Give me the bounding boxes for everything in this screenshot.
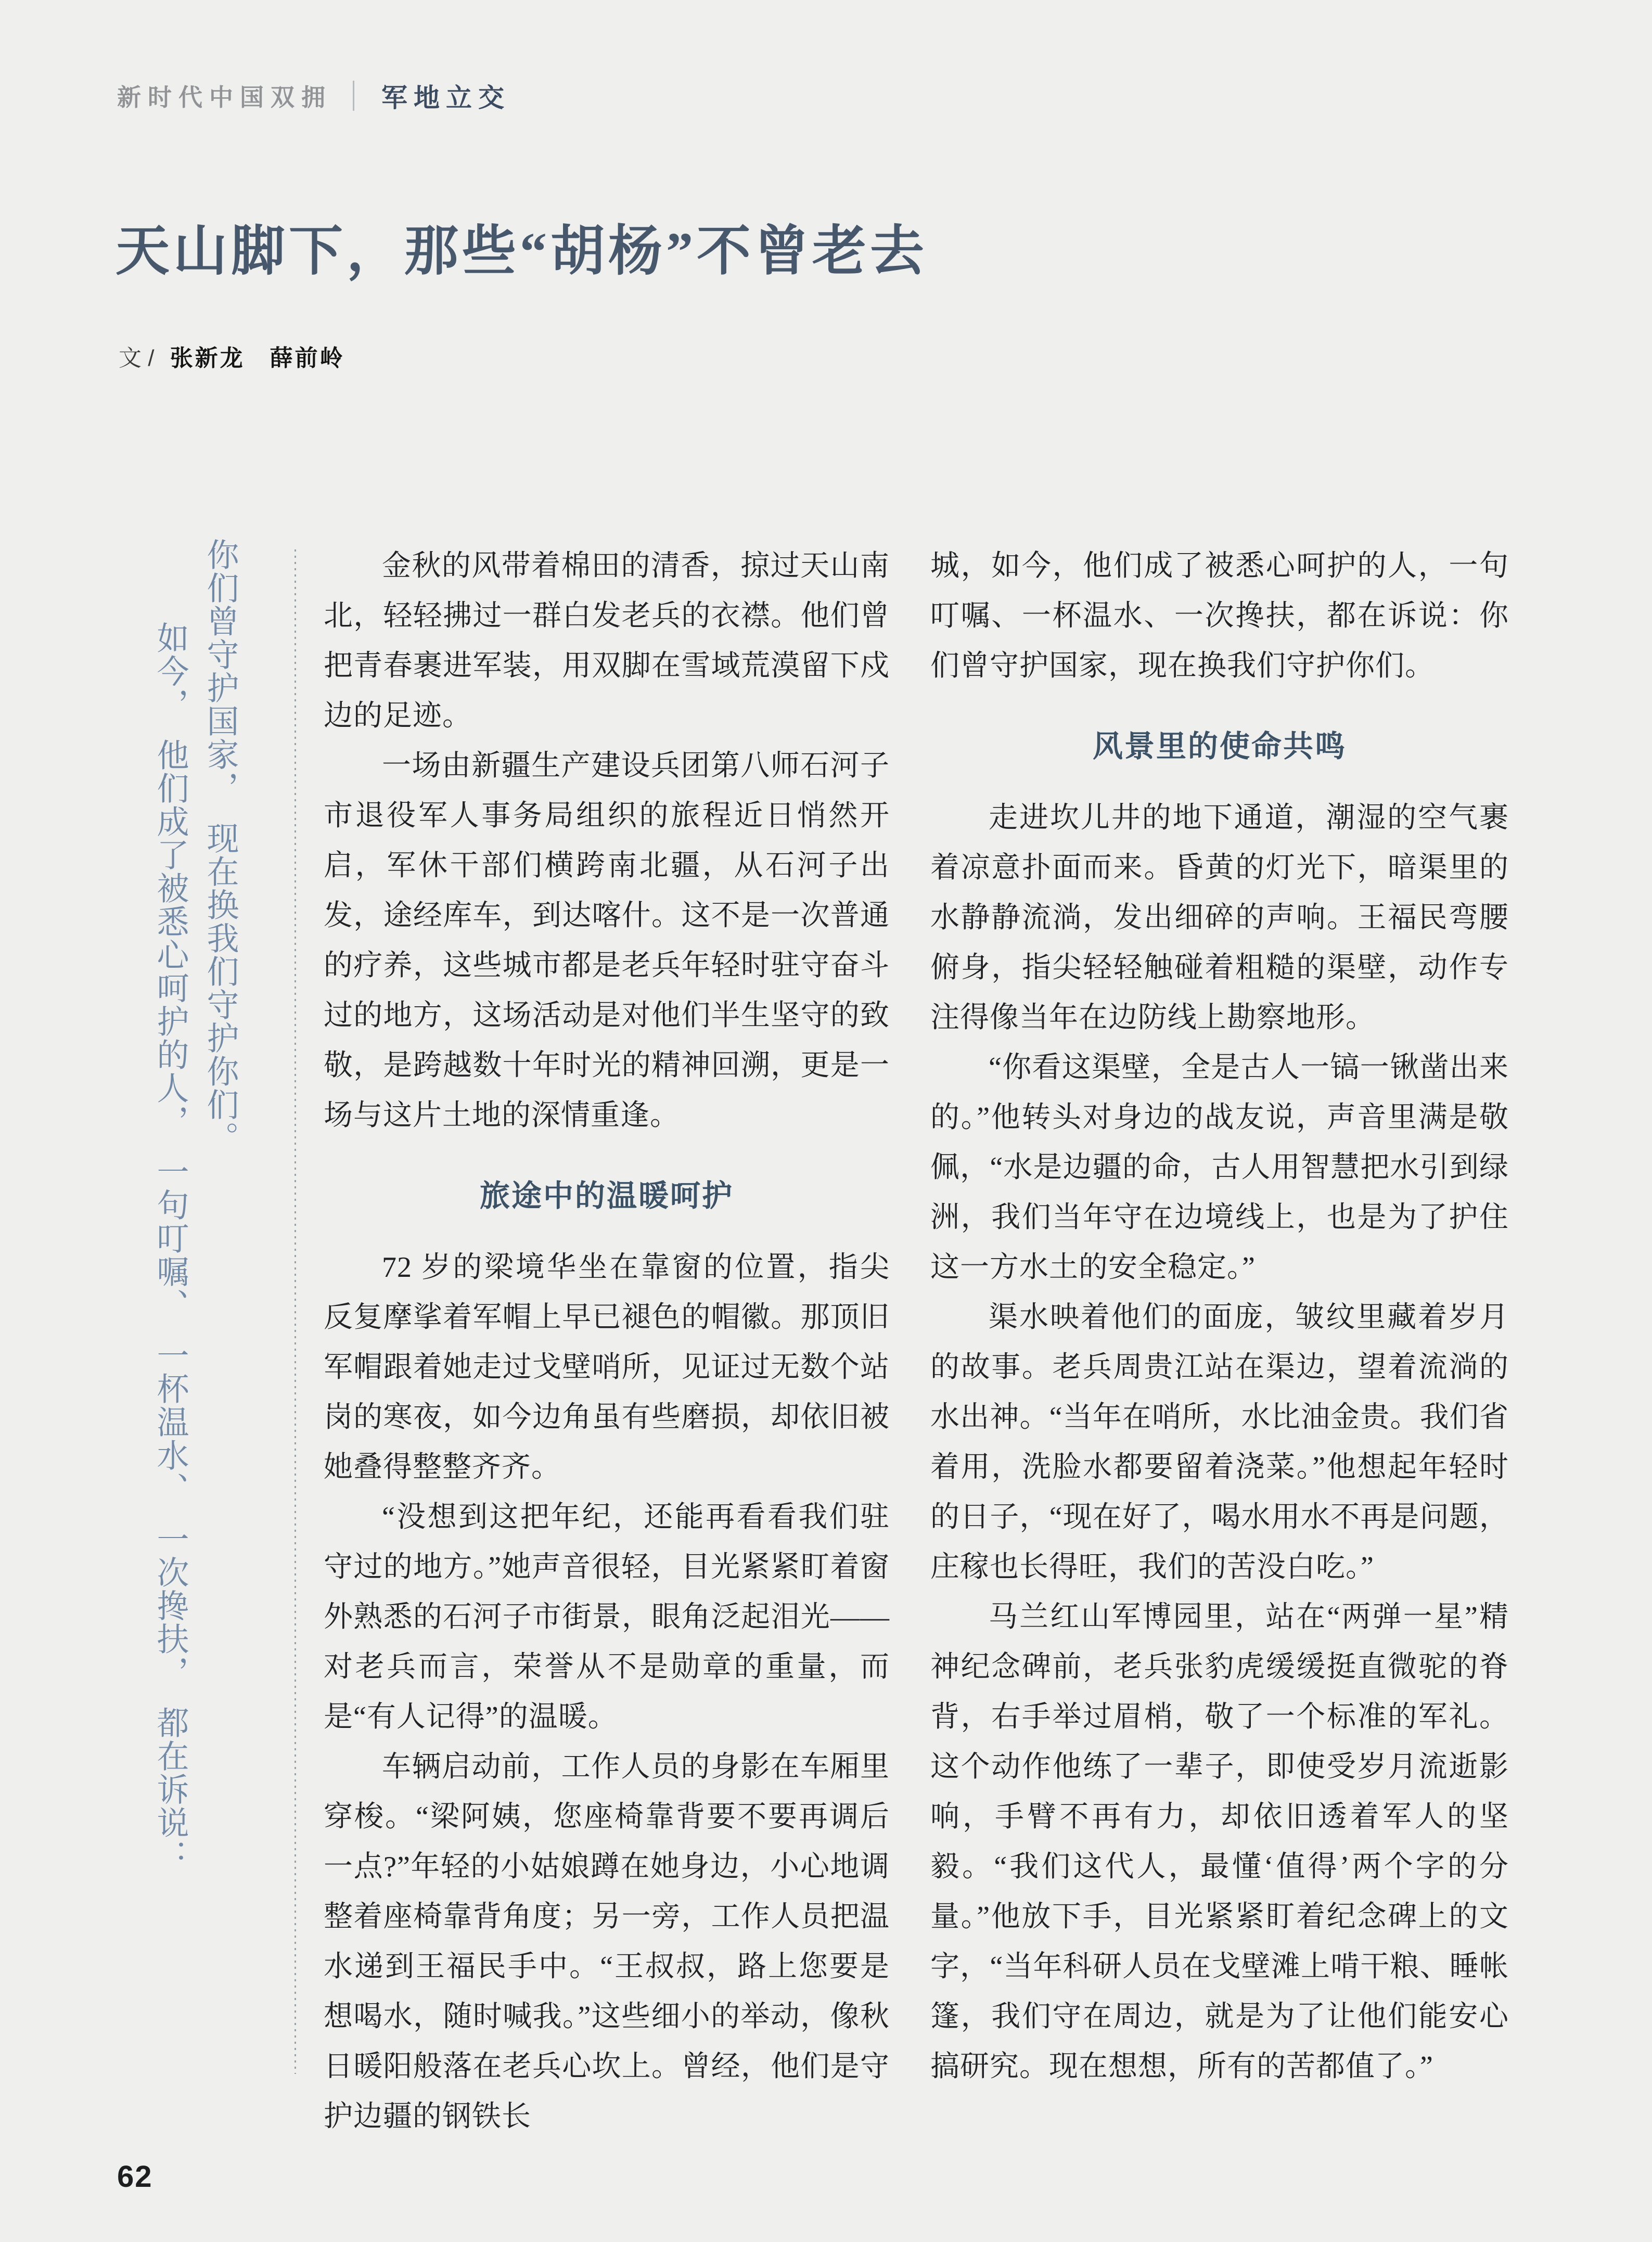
magazine-name: 新时代中国双拥 — [117, 84, 332, 111]
paragraph: 一场由新疆生产建设兵团第八师石河子市退役军人事务局组织的旅程近日悄然开启，军休干部们横跨南北疆，从石河子出发，途经库车，到达喀什。这不是一次普通的疗养，这些城市都是老兵年轻时驻守奋斗过的地方，这场活动是对他们半生坚守的致敬，是跨越数十年时光的精神回溯，更是一场与这片土地的深情重逢。 — [324, 750, 890, 1132]
pull-quote-column-left: 如今， 他们成了被悉心呵护的人， 一句叮嘱、 一杯温水、 一次搀扶， 都在诉说： — [152, 621, 187, 1873]
paragraph: 车辆启动前，工作人员的身影在车厢里穿梭。“梁阿姨，您座椅靠背要不要再调后一点?”年轻的小姑娘蹲在她身边，小心地调整着座椅靠背角度；另一旁，工作人员把温水递到王福民手中。“王叔叔，路上您要是想喝水，随时喊我。”这些细小的举动，像秋日暖阳般落在老兵心坎上。曾经，他们是守护边疆的钢铁长 — [324, 1751, 890, 2133]
byline-prefix: 文 / — [119, 345, 155, 371]
paragraph: 金秋的风带着棉田的清香，掠过天山南北，轻轻拂过一群白发老兵的衣襟。他们曾把青春裹进军装，用双脚在雪域荒漠留下戍边的足迹。 — [324, 550, 890, 732]
paragraph: 渠水映着他们的面庞，皱纹里藏着岁月的故事。老兵周贵江站在渠边，望着流淌的水出神。“当年在哨所，水比油金贵。我们省着用，洗脸水都要留着浇菜。”他想起年轻时的日子，“现在好了，喝水用水不再是问题，庄稼也长得旺，我们的苦没白吃。” — [930, 1301, 1509, 1583]
page-number: 62 — [117, 2160, 153, 2194]
page-header — [117, 77, 510, 114]
section-name: 军地立交 — [381, 83, 510, 112]
article-title: 天山脚下，那些“胡杨”不曾老去 — [116, 222, 928, 281]
paragraph: 走进坎儿井的地下通道，潮湿的空气裹着凉意扑面而来。昏黄的灯光下，暗渠里的水静静流淌，发出细碎的声响。王福民弯腰俯身，指尖轻轻触碰着粗糙的渠壁，动作专注得像当年在边防线上勘察地形。 — [930, 802, 1509, 1034]
paragraph: 马兰红山军博园里，站在“两弹一星”精神纪念碑前，老兵张豹虎缓缓挺直微驼的脊背，右手举过眉梢，敬了一个标准的军礼。这个动作他练了一辈子，即使受岁月流逝影响，手臂不再有力，却依旧透着军人的坚毅。“我们这代人，最懂‘值得’两个字的分量。”他放下手，目光紧紧盯着纪念碑上的文字，“当年科研人员在戈壁滩上啃干粮、睡帐篷，我们守在周边，就是为了让他们能安心搞研究。现在想想，所有的苦都值了。” — [930, 1601, 1509, 2083]
body-column-1 — [324, 541, 890, 2142]
paragraph-continuation: 城，如今，他们成了被悉心呵护的人，一句叮嘱、一杯温水、一次搀扶，都在诉说：你们曾守护国家，现在换我们守护你们。 — [930, 550, 1509, 682]
byline-authors: 张新龙 薛前岭 — [170, 345, 345, 371]
section-heading: 旅途中的温暖呵护 — [479, 1179, 734, 1213]
dotted-column-divider — [294, 549, 296, 2074]
paragraph: 72 岁的梁境华坐在靠窗的位置，指尖反复摩挲着军帽上早已褪色的帽徽。那顶旧军帽跟着她走过戈壁哨所，见证过无数个站岗的寒夜，如今边角虽有些磨损，却依旧被她叠得整整齐齐。 — [324, 1251, 890, 1483]
body-column-2 — [930, 541, 1509, 2092]
pull-quote-column-right: 你们曾守护国家， 现在换我们守护你们。 — [202, 538, 237, 1155]
paragraph: “你看这渠壁，全是古人一镐一锹凿出来的。”他转头对身边的战友说，声音里满是敬佩，“水是边疆的命，古人用智慧把水引到绿洲，我们当年守在边境线上，也是为了护住这一方水土的安全稳定。” — [930, 1052, 1509, 1284]
section-heading: 风景里的使命共鸣 — [1092, 729, 1347, 763]
header-divider — [353, 81, 354, 111]
byline — [119, 339, 345, 373]
paragraph: “没想到这把年纪，还能再看看我们驻守过的地方。”她声音很轻，目光紧紧盯着窗外熟悉的石河子市街景，眼角泛起泪光——对老兵而言，荣誉从不是勋章的重量，而是“有人记得”的温暖。 — [324, 1501, 890, 1733]
